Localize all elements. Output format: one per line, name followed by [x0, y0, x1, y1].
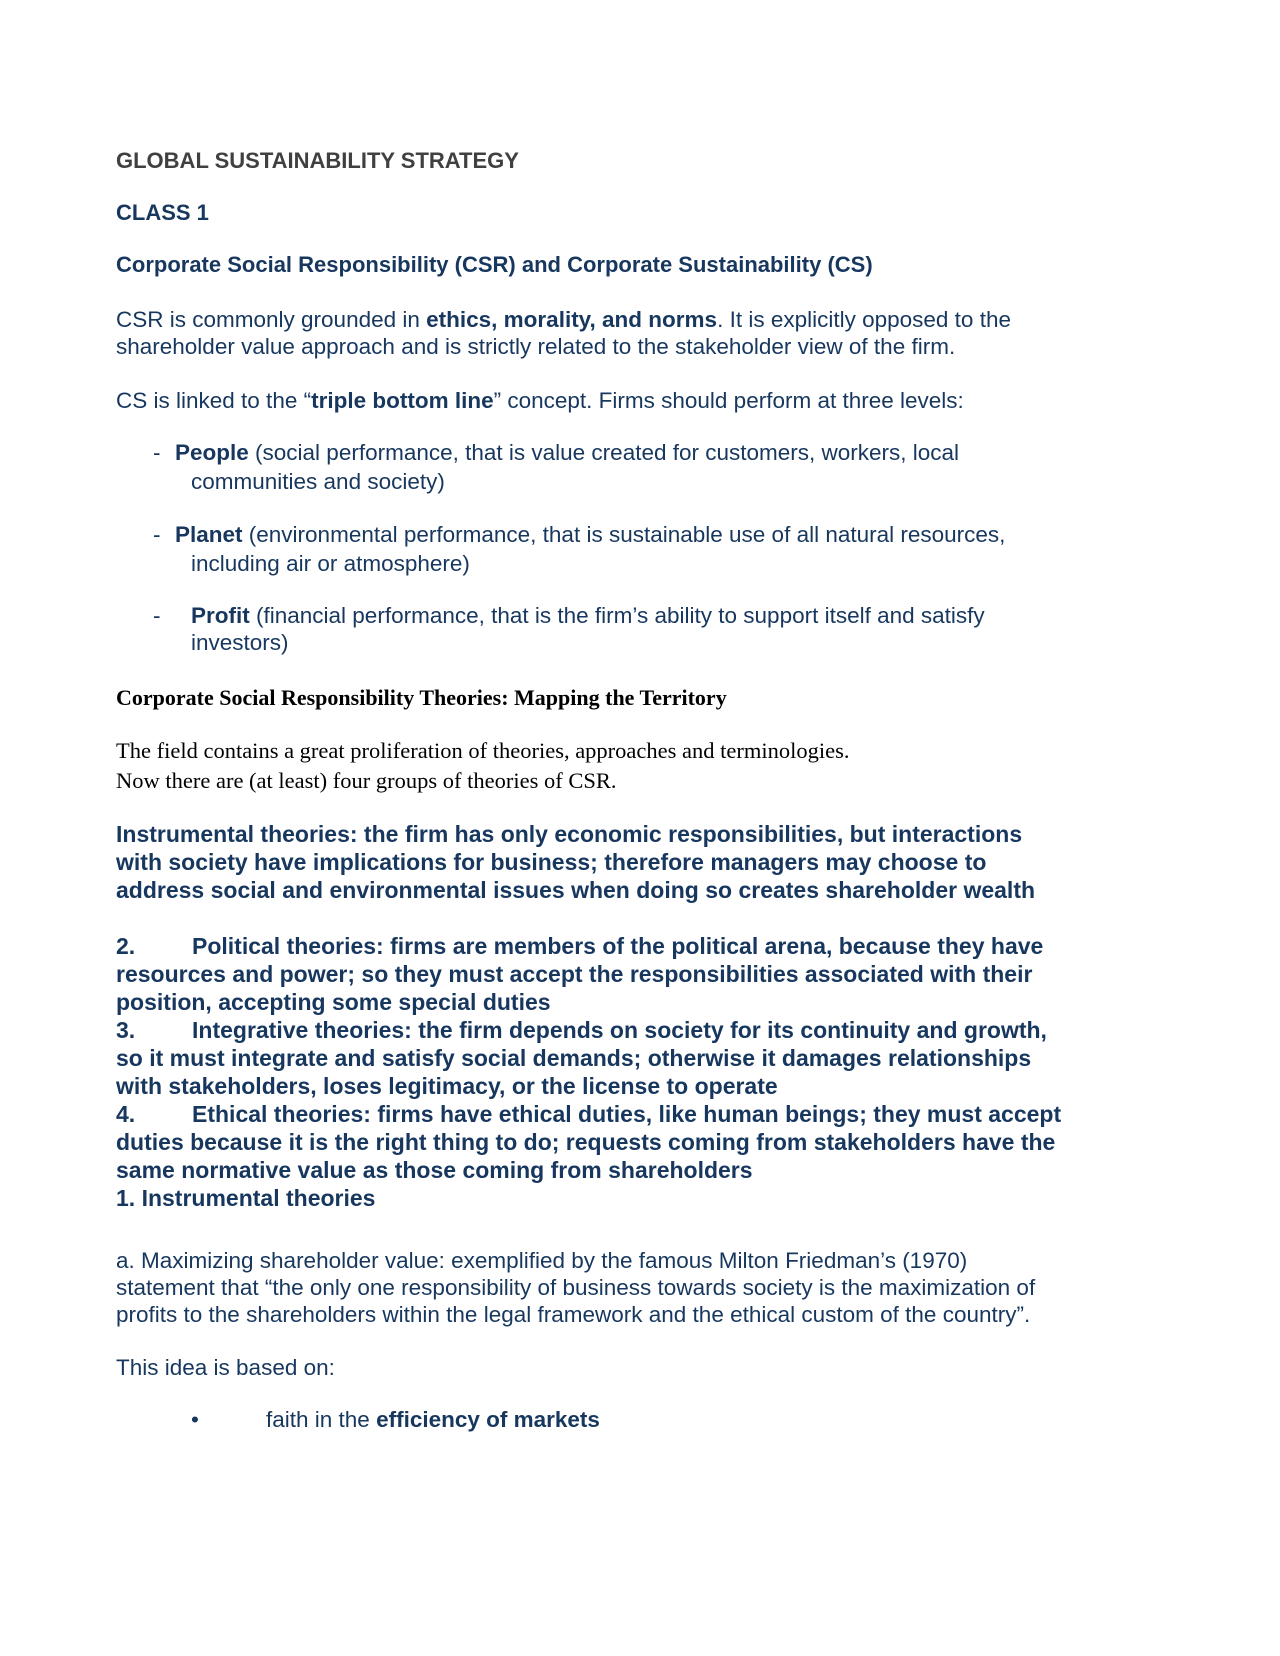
- numbered-item-line: with stakeholders, loses legitimacy, or the license to operate: [116, 1073, 778, 1099]
- cs-paragraph-bold: triple bottom line: [311, 388, 494, 413]
- instrumental-summary-line: Instrumental theories: the firm has only economic responsibilities, but interactions: [116, 821, 1023, 847]
- list-item-term: People: [175, 440, 249, 465]
- list-item-text: (financial performance, that is the firm’s ability to support itself and satisfy: [249, 603, 985, 628]
- cs-paragraph: [116, 387, 964, 414]
- numbered-item-line: resources and power; so they must accept the responsibilities associated with their: [116, 961, 1033, 987]
- section-heading-csr-theories: Corporate Social Responsibility Theories: Mapping the Territory: [116, 685, 727, 710]
- item-number: 2.: [116, 933, 136, 959]
- numbered-item-line: duties because it is the right thing to do; requests coming from stakeholders have the: [116, 1129, 1056, 1155]
- csr-paragraph-text: shareholder value approach and is strictly related to the stakeholder view of the firm.: [116, 334, 956, 359]
- class-label: CLASS 1: [116, 200, 209, 225]
- list-item-term: Planet: [175, 522, 243, 547]
- dash-marker: -: [153, 603, 161, 628]
- cs-paragraph-text: ” concept. Firms should perform at three levels:: [493, 388, 964, 413]
- csr-paragraph-text: CSR is commonly grounded in: [116, 307, 427, 332]
- instrumental-summary: [116, 820, 1035, 904]
- list-item-text: faith in the: [266, 1407, 377, 1432]
- item-number: 4.: [116, 1101, 136, 1127]
- list-item-text: (environmental performance, that is sustainable use of all natural resources,: [242, 522, 1006, 547]
- numbered-item-line: [116, 932, 1061, 960]
- idea-based-on: This idea is based on:: [116, 1355, 335, 1380]
- item-number: 3.: [116, 1017, 136, 1043]
- list-item-line: [191, 601, 985, 630]
- maximizing-line: statement that “the only one responsibility of business towards society is the maximization of: [116, 1275, 1036, 1300]
- numbered-item-text: Ethical theories: firms have ethical duties, like human beings; they must accept: [192, 1101, 1062, 1127]
- numbered-item: [116, 932, 1061, 1016]
- list-item-line: [175, 520, 1005, 549]
- list-item-text: communities and society): [191, 469, 445, 494]
- numbered-item-line: [116, 1100, 1061, 1128]
- list-item-text: investors): [191, 630, 289, 655]
- numbered-list: [116, 932, 1061, 1212]
- dash-marker: -: [153, 440, 161, 465]
- instrumental-heading: 1. Instrumental theories: [116, 1185, 376, 1211]
- csr-paragraph: [116, 306, 1011, 360]
- numbered-item: [116, 1100, 1061, 1184]
- cs-paragraph-text: CS is linked to the “: [116, 388, 312, 413]
- theories-intro-line: Now there are (at least) four groups of theories of CSR.: [116, 768, 617, 793]
- csr-paragraph-text: . It is explicitly opposed to the: [717, 307, 1011, 332]
- theories-intro-line: The field contains a great proliferation of theories, approaches and terminologies.: [116, 738, 850, 763]
- instrumental-summary-line: address social and environmental issues when doing so creates shareholder wealth: [116, 877, 1036, 903]
- csr-paragraph-bold: ethics, morality, and norms: [426, 307, 718, 332]
- numbered-item-line: [116, 1016, 1061, 1044]
- section-heading-csr-cs: Corporate Social Responsibility (CSR) and Corporate Sustainability (CS): [116, 252, 873, 277]
- maximizing-paragraph: [116, 1247, 1035, 1328]
- document-title: GLOBAL SUSTAINABILITY STRATEGY: [116, 148, 519, 173]
- list-item-term: Profit: [191, 603, 250, 628]
- list-item-text: including air or atmosphere): [191, 551, 470, 576]
- numbered-item-line: same normative value as those coming from shareholders: [116, 1157, 753, 1183]
- list-item-line: [266, 1407, 600, 1433]
- numbered-item-line: position, accepting some special duties: [116, 989, 551, 1015]
- list-item-line: [175, 438, 959, 467]
- numbered-item-line: so it must integrate and satisfy social demands; otherwise it damages relationships: [116, 1045, 1032, 1071]
- dash-marker: -: [153, 522, 161, 547]
- theories-intro: [116, 736, 849, 796]
- bullet-dot-icon: •: [191, 1407, 199, 1432]
- instrumental-summary-line: with society have implications for business; therefore managers may choose to: [116, 849, 987, 875]
- numbered-item-text: Political theories: firms are members of the political arena, because they have: [192, 933, 1044, 959]
- numbered-item: [116, 1016, 1061, 1100]
- list-item-text: (social performance, that is value created for customers, workers, local: [248, 440, 960, 465]
- maximizing-line: profits to the shareholders within the legal framework and the ethical custom of the country”.: [116, 1302, 1031, 1327]
- maximizing-line: a. Maximizing shareholder value: exemplified by the famous Milton Friedman’s (1970): [116, 1248, 968, 1273]
- list-item-bold: efficiency of markets: [376, 1407, 600, 1432]
- numbered-item-text: Integrative theories: the firm depends on society for its continuity and growth,: [192, 1017, 1047, 1043]
